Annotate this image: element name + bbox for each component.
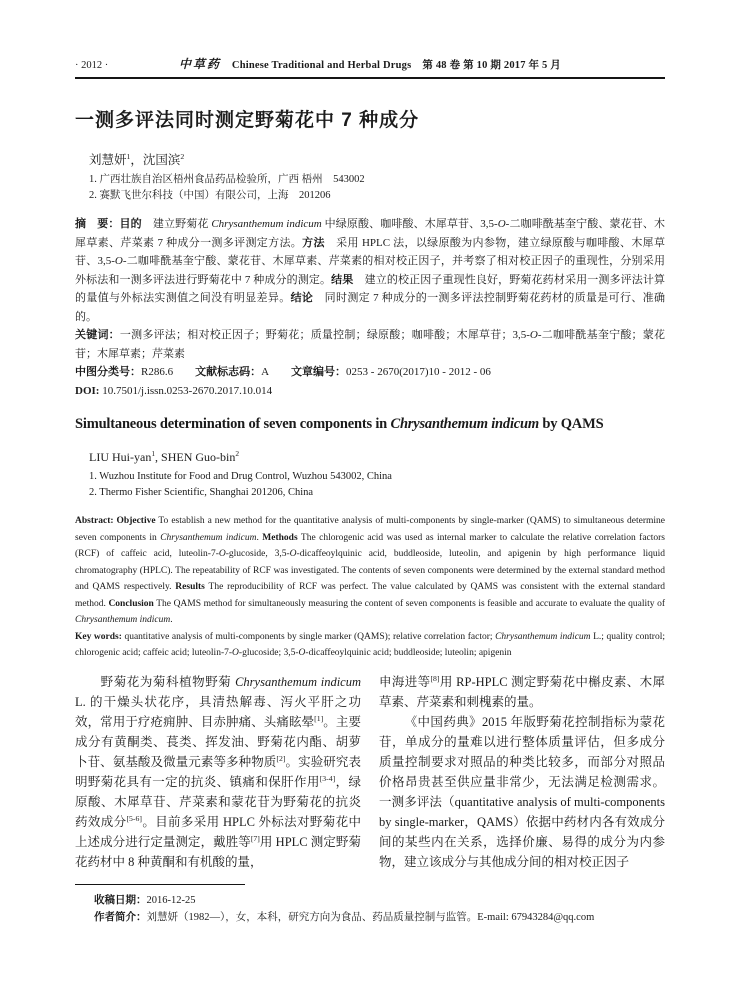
received-date: 收稿日期：2016-12-25 (94, 894, 196, 906)
header-rule (75, 77, 665, 79)
article-title-en: Simultaneous determination of seven components in Chrysanthemum indicum by QAMS (75, 416, 604, 432)
affiliation-cn-2: 2. 赛默飞世尔科技（中国）有限公司，上海 201206 (89, 189, 331, 201)
affiliation-en-1: 1. Wuzhou Institute for Food and Drug Control, Wuzhou 543002, China (89, 471, 392, 482)
article-title-cn: 一测多评法同时测定野菊花中 7 种成分 (75, 110, 420, 131)
front-matter-en (75, 513, 665, 662)
page-footer (75, 878, 665, 1000)
page-header (75, 55, 665, 72)
keywords-cn: 关键词：一测多评法；相对校正因子；野菊花；质量控制；绿原酸；咖啡酸；木犀草苷；3,5-O-二咖啡酰基奎宁酸；蒙花苷；木犀草素；芹菜素 (75, 329, 665, 360)
abstract-en: Abstract: Objective To establish a new method for the quantitative analysis of multi-components by single-marker (QAMS) to simultaneous determine seven components in Chrysanthemum indicum. Methods The chlorogenic acid was used as internal marker to calculate the relative correlation factors (RCF) of caffeic acid, luteolin-7-O-glucoside, 3,5-O-dicaffeoylquinic acid, buddleoside, luteolin, and apigenin by high performance liquid chromatography (HPLC). The repeatability of RCF was investigated. The contents of seven components were determined by the external standard method and QAMS respectively. Results The reproducibility of RCF was perfect. The value calculated by QAMS was consistent with the external standard method. Conclusion The QAMS method for simultaneously measuring the content of seven components is feasible and accurate to evaluate the quality of Chrysanthemum indicum. (75, 516, 666, 625)
affiliations-cn (75, 172, 665, 203)
authors-en: LIU Hui-yan$^1$, SHEN Guo-bin$^2$ (89, 449, 240, 464)
affiliations-en (75, 469, 665, 500)
author-bio: 作者简介：刘慧妍（1982—），女，本科，研究方向为食品、药品质量控制与监管。E-mail: 67943284@qq.com (94, 911, 595, 923)
body-columns (75, 672, 665, 872)
doi-line: DOI: 10.7501/j.issn.0253-2670.2017.10.014 (75, 384, 273, 397)
classification-line: 中图分类号：R286.6 文献标志码：A 文章编号：0253 - 2670(2017)10 - 2012 - 06 (75, 366, 491, 378)
body-column-left (75, 672, 361, 872)
body-paragraph-2: 《中国药典》2015 年版野菊花控制指标为蒙花苷，单成分的量难以进行整体质量评估，但多成分质量控制要求对照品的种类比较多，而部分对照品价格昂贵甚至供应量非常少，无法满足检测需求。一测多评法（quantitative analysis of multi-components by single-marker，QAMS）依据中药材内各有效成分间的某些内在关系，选择价廉、易得的成分为内参物，建立该成分与其他成分间的相对校正因子 (379, 714, 665, 869)
abstract-cn: 摘 要：目的 建立野菊花 Chrysanthemum indicum 中绿原酸、咖啡酸、木犀草苷、3,5-O-二咖啡酰基奎宁酸、蒙花苷、木犀草素、芹菜素 7 种成分一测多评测定方法。方法 采用 HPLC 法，以绿原酸为内参物，建立绿原酸与咖啡酸、木犀草苷、3,5-O-二咖啡酰基奎宁酸、蒙花苷、木犀草素、芹菜素的相对校正因子，并考察了相对校正因子的重现性，分别采用外标法和一测多评法进行野菊花中 7 种成分的测定。结果 建立的校正因子重现性良好，野菊花药材采用一测多评法计算的量值与外标法实测值之间没有明显差异。结论 同时测定 7 种成分的一测多评法控制野菊花药材的质量是可行、准确的。 (75, 218, 666, 323)
body-paragraph-1: 野菊花为菊科植物野菊 Chrysanthemum indicum L. 的干燥头状花序，具清热解毒、泻火平肝之功效，常用于疗疮痈肿、目赤肿痛、头痛眩晕[1]。主要成分有黄酮类、萇类、挥发油、野菊花内酯、胡萝卜苷、氨基酸及微量元素等多种物质[2]。实验研究表明野菊花具有一定的抗炎、镇痛和保肝作用[3-4]，绿原酸、木犀草苷、芹菜素和蒙花苷为野菊花的抗炎药效成分[5-6]。目前多采用 HPLC 外标法对野菊花中上述成分进行定量测定，戴胜等[7]用 HPLC 测定野菊花药材中 8 种黄酮和有机酸的量， (75, 674, 361, 869)
affiliation-en-2: 2. Thermo Fisher Scientific, Shanghai 201206, China (89, 486, 314, 498)
journal-masthead: 中草药 Chinese Traditional and Herbal Drugs 第 48 卷 第 10 期 2017 年 5 月 (178, 57, 561, 71)
authors-cn: 刘慧妍$^1$，沈国滨$^2$ (89, 151, 185, 167)
body-paragraph-1-continued: 申海进等[8]用 RP-HPLC 测定野菊花中槲皮素、木犀草素、芹菜素和刺槐素的量。 (379, 673, 665, 709)
affiliation-cn-1: 1. 广西壮族自治区梧州食品药品检验所，广西 梧州 543002 (89, 174, 365, 185)
keywords-en: Key words: quantitative analysis of multi-components by single marker (QAMS); relative correlation factor; Chrysanthemum indicum L.; quality control; chlorogenic acid; caffeic acid; luteolin-7-O-glucoside; 3,5-O-dicaffeoylquinic acid; buddleoside; luteolin; apigenin (75, 631, 665, 658)
page-number: · 2012 · (75, 60, 109, 71)
footer-rule (75, 884, 245, 885)
front-matter-cn (75, 215, 665, 400)
body-column-right (379, 672, 665, 872)
